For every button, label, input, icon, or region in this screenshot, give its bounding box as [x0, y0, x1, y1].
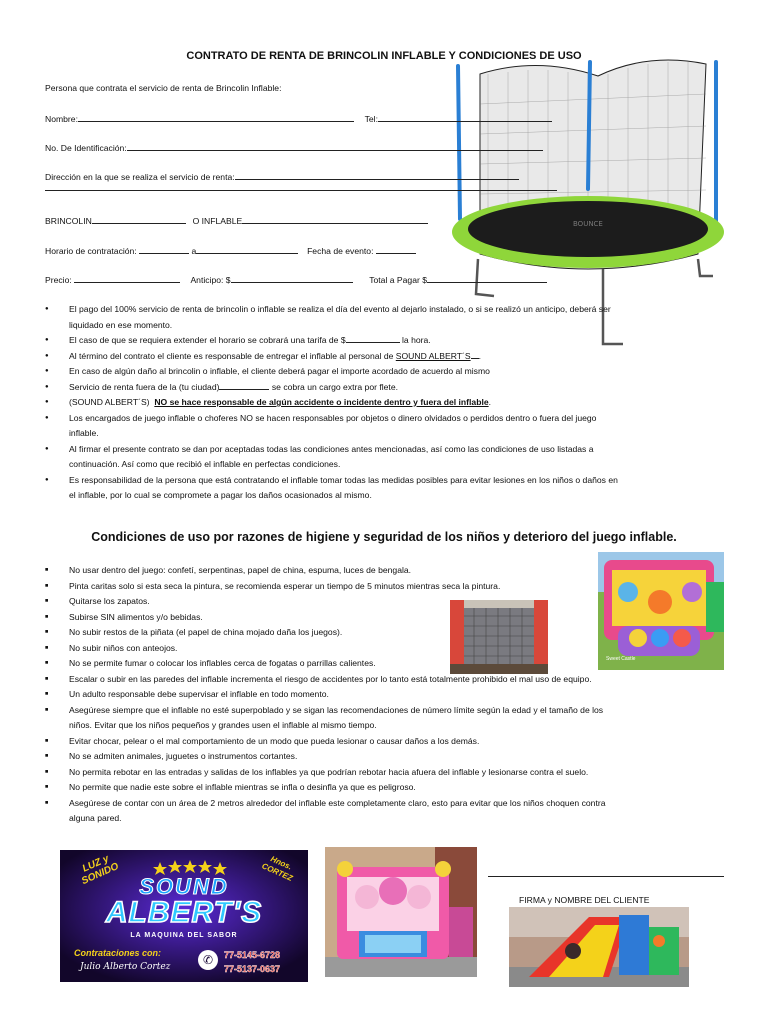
anticipo-field[interactable]	[231, 273, 353, 283]
fecha-label: Fecha de evento:	[307, 246, 374, 256]
logo-top-left-text: LUZ y SONIDO	[79, 853, 121, 888]
condition-item: ■ Evitar chocar, pelear o el mal comportamiento de un modo que pueda lesionar o causar daños a los demás.	[45, 734, 725, 750]
clause-item: ● Al término del contrato el cliente es responsable de entregar el inflable al personal de SOUND ALBERT´S .	[45, 349, 725, 365]
condition-item: ■ No se permite fumar o colocar los inflables cerca de fogatas o parrillas calientes.	[45, 656, 725, 672]
condition-item: ■ No se admiten animales, juguetes o instrumentos cortantes.	[45, 749, 725, 765]
slide-inflable-photo	[509, 907, 689, 987]
condition-item: ■ No permite que nadie este sobre el inflable mientras se infla o desinfla ya que es peligroso.	[45, 780, 725, 796]
clause-item: ● En caso de algún daño al brincolin o inflable, el cliente deberá pagar el importe acordado de acuerdo al mismo	[45, 364, 725, 380]
svg-text:BOUNCE: BOUNCE	[573, 220, 603, 228]
id-field[interactable]	[127, 141, 543, 151]
logo-contact-label: Contrataciones con:	[74, 948, 162, 958]
clause-item: ● Es responsabilidad de la persona que está contratando el inflable tomar todas las medidas posibles para evitar lesiones en los niños o daños en el inflable, por lo cual se compromete a pagar los daños ocasionados al mismo.	[45, 473, 725, 504]
clause-item: ● Los encargados de juego inflable o choferes NO se hacen responsables por objetos o dinero olvidados o perdidos dentro o fuera del juego inflable.	[45, 411, 725, 442]
logo-phone-2: 77-5137-0637	[224, 964, 281, 974]
condition-item: ■ No permita rebotar en las entradas y salidas de los inflables ya que podrían rebotar hacia afuera del inflable y lesionarse contra el suelo.	[45, 765, 725, 781]
logo-word-alberts: ALBERT'S	[105, 896, 263, 929]
logo-top-right-text: Hnos. CORTEZ	[260, 854, 294, 883]
condition-item: ■ Asegúrese de contar con un área de 2 metros alrededor del inflable este completamente claro, esto para evitar que los niños choquen contra alguna pared.	[45, 796, 725, 827]
condition-item: ■ No usar dentro del juego: confetí, serpentinas, papel de china, espuma, luces de bengala.	[45, 563, 725, 579]
clause-item: ● El pago del 100% servicio de renta de brincolin o inflable se realiza el día del evento al dejarlo instalado, o si se realizó un anticipo, deberá ser liquidado en ese momento.	[45, 302, 725, 333]
form-intro: Persona que contrata el servicio de renta de Brincolin Inflable:	[45, 83, 282, 93]
inflable-castle-photo	[598, 552, 724, 670]
clause-item: ● Al firmar el presente contrato se dan por aceptadas todas las condiciones antes mencionadas, así como las condiciones de uso listadas a continuación. Así como que recibió el inflable en perfectas condiciones.	[45, 442, 725, 473]
clause-item: ● Servicio de renta fuera de la (tu ciudad) se cobra un cargo extra por flete.	[45, 380, 725, 396]
condition-item: ■ Subirse SIN alimentos y/o bebidas.	[45, 610, 725, 626]
document-title: CONTRATO DE RENTA DE BRINCOLIN INFLABLE Y CONDICIONES DE USO	[186, 50, 582, 62]
condition-item: ■ Un adulto responsable debe supervisar el inflable en todo momento.	[45, 687, 725, 703]
phone-icon: ✆	[198, 950, 218, 970]
logo-tagline: LA MAQUINA DEL SABOR	[130, 932, 238, 939]
condition-item: ■ No subir restos de la piñata (el papel de china mojado daña los juegos).	[45, 625, 725, 641]
total-label: Total a Pagar $	[369, 275, 428, 285]
id-label: No. De Identificación:	[45, 143, 127, 153]
brincolin-label: BRINCOLIN	[45, 216, 92, 226]
condition-item: ■ No subir niños con anteojos.	[45, 641, 725, 657]
inflable-label: O INFLABLE	[192, 216, 243, 226]
direccion-field-line2[interactable]	[45, 190, 557, 191]
anticipo-label: Anticipo: $	[190, 275, 231, 285]
condition-item: ■ Asegúrese siempre que el inflable no esté superpoblado y se sigan las recomendaciones de número límite según la edad y el tamaño de los niños. Evitar que los niños pequeños y grandes usen el inflable al mismo tiempo.	[45, 703, 725, 734]
horario-inicio-field[interactable]	[139, 244, 189, 254]
signature-label: FIRMA y NOMBRE DEL CLIENTE	[519, 895, 650, 905]
logo-contact-name: Julio Alberto Cortez	[80, 962, 171, 972]
inflable-net-photo	[450, 600, 548, 674]
fecha-field[interactable]	[376, 244, 416, 254]
ciudad-field[interactable]	[219, 380, 269, 390]
total-field[interactable]	[427, 273, 547, 283]
direccion-field[interactable]	[235, 170, 519, 180]
watermark-text: Sweet Castle	[606, 656, 636, 662]
tel-field[interactable]	[378, 112, 552, 122]
precio-label: Precio:	[45, 275, 72, 285]
condition-item: ■ Pinta caritas solo si esta seca la pintura, se recomienda esperar un tiempo de 5 minutos mientras seca la pintura.	[45, 579, 725, 595]
nombre-field[interactable]	[78, 112, 354, 122]
horario-a-label: a	[191, 246, 197, 256]
condition-item: ■ Quitarse los zapatos.	[45, 594, 725, 610]
logo-phone-1: 77-5145-6728	[224, 950, 281, 960]
horario-fin-field[interactable]	[196, 244, 298, 254]
brincolin-field[interactable]	[92, 214, 186, 224]
tarifa-field[interactable]	[346, 333, 400, 343]
sound-alberts-logo	[60, 850, 308, 982]
horario-label: Horario de contratación:	[45, 246, 137, 256]
pink-castle-photo	[325, 847, 477, 977]
clause-item: ● El caso de que se requiera extender el horario se cobrará una tarifa de $ la hora.	[45, 333, 725, 349]
conditions-heading: Condiciones de uso por razones de higiene y seguridad de los niños y deterioro del juego inflable.	[91, 530, 677, 544]
inflable-field[interactable]	[242, 214, 428, 224]
logo-word-sound: SOUND	[139, 874, 229, 899]
signature-line[interactable]	[488, 876, 724, 877]
nombre-label: Nombre:	[45, 114, 78, 124]
direccion-label: Dirección en la que se realiza el servicio de renta:	[45, 172, 235, 182]
clause-item: ● (SOUND ALBERT´S) NO se hace responsable de algún accidente o incidente dentro y fuera del inflable.	[45, 395, 725, 411]
precio-field[interactable]	[74, 273, 180, 283]
tel-label: Tel:	[364, 114, 378, 124]
contract-clauses	[45, 302, 725, 504]
condition-item: ■ Escalar o subir en las paredes del inflable incrementa el riesgo de accidentes por lo tanto está totalmente prohibido el mal uso de equipo.	[45, 672, 725, 688]
